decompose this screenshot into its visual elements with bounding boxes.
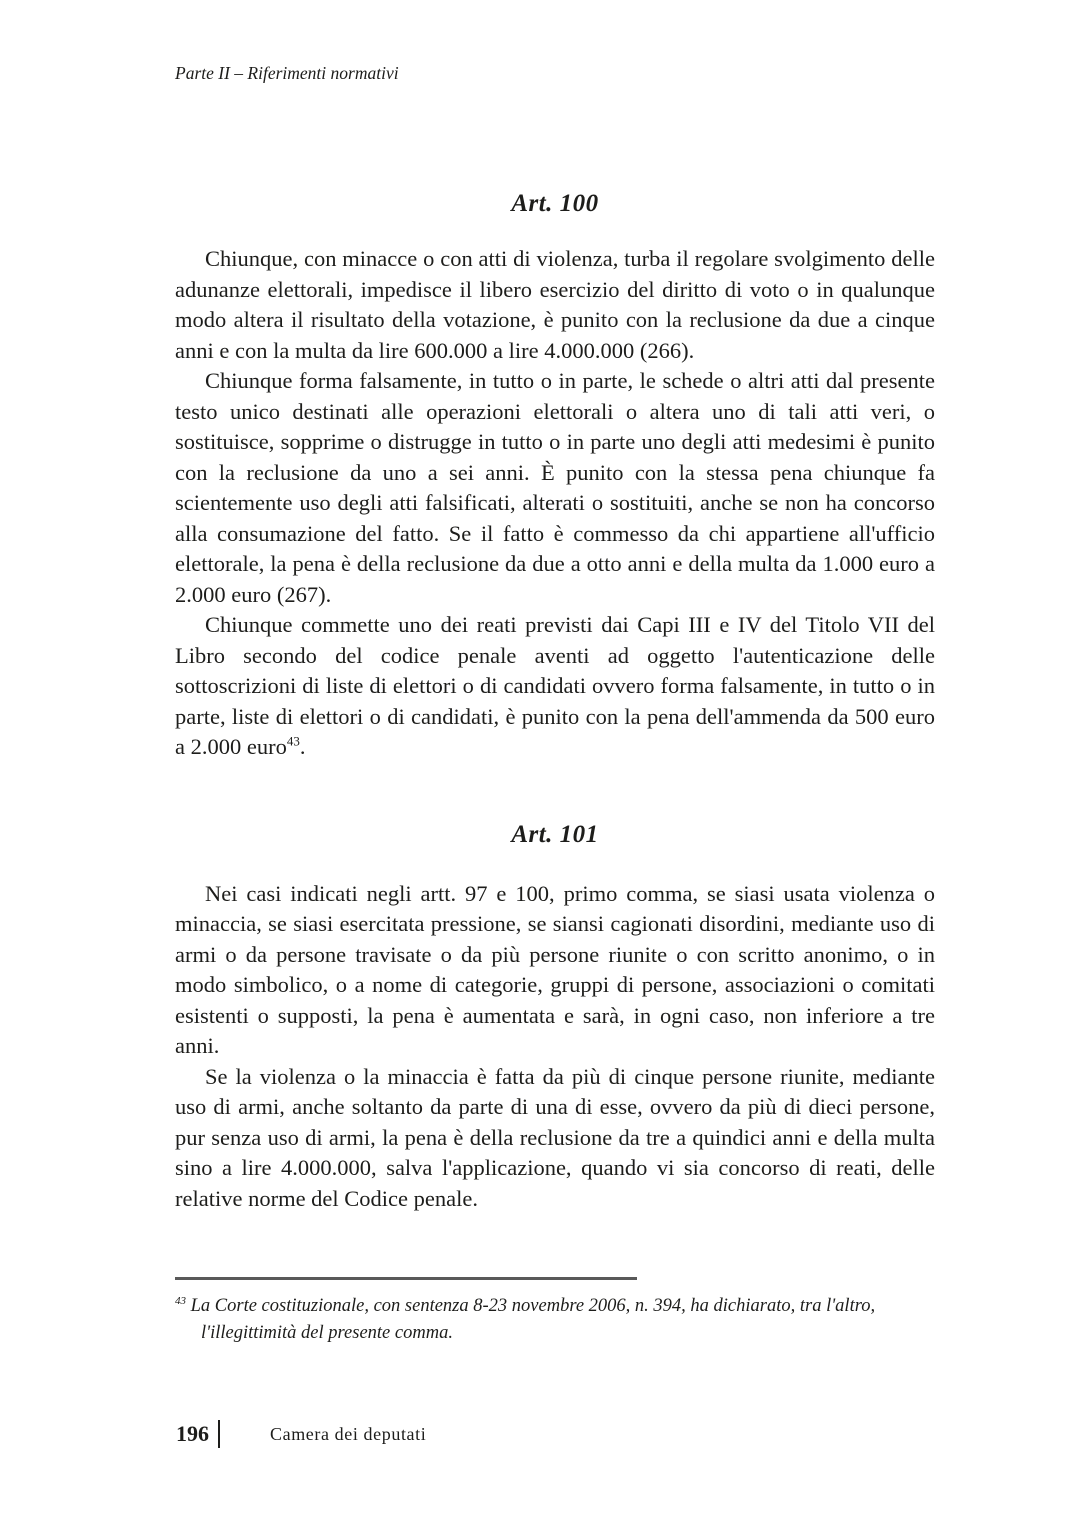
page-number: 196 bbox=[176, 1421, 209, 1446]
article-100-paragraph-1: Chiunque, con minacce o con atti di violenza, turba il regolare svolgimento delle adunanze elettorali, impedisce il libero esercizio del diritto di voto o in qualunque modo altera il risultato della votazione, è punito con la reclusione da due a cinque anni e con la multa da lire 600.000 a lire 4.000.000 (266). bbox=[175, 246, 935, 363]
footnote bbox=[175, 1277, 940, 1347]
footnote-number: 43 bbox=[175, 1294, 186, 1307]
footnote-separator-rule bbox=[175, 1277, 637, 1280]
publisher-name: Camera dei deputati bbox=[270, 1423, 427, 1444]
footnote-text-block bbox=[175, 1293, 940, 1347]
article-100-paragraph-3 bbox=[175, 610, 935, 763]
page-footer bbox=[176, 1420, 426, 1448]
text-column bbox=[175, 0, 935, 1214]
footer-divider-bar bbox=[218, 1420, 220, 1448]
footnote-text: La Corte costituzionale, con sentenza 8-23 novembre 2006, n. 394, ha dichiarato, tra l'altro, l'illegittimità del presente comma. bbox=[190, 1296, 876, 1343]
article-101-paragraph-2: Se la violenza o la minaccia è fatta da più di cinque persone riunite, mediante uso di armi, anche soltanto da parte di una di esse, ovvero da più di dieci persone, pur senza uso di armi, la pena è della reclusione da tre a quindici anni e della multa sino a lire 4.000.000, salva l'applicazione, quando vi sia concorso di reati, delle relative norme del Codice penale. bbox=[175, 1063, 935, 1211]
article-100-paragraph-2: Chiunque forma falsamente, in tutto o in parte, le schede o altri atti dal presente testo unico destinati alle operazioni elettorali o altera uno di tali atti veri, o sostituisce, sopprime o distrugge in tutto o in parte uno degli atti medesimi è punito con la reclusione da uno a sei anni. È punito con la stessa pena chiunque fa scientemente uso degli atti falsificati, alterati o sostituiti, anche se non ha concorso alla consumazione del fatto. Se il fatto è commesso da chi appartiene all'ufficio elettorale, la pena è della reclusione da due a otto anni e della multa da 1.000 euro a 2.000 euro (267). bbox=[175, 368, 935, 607]
article-100 bbox=[175, 188, 935, 763]
running-header: Parte II – Riferimenti normativi bbox=[175, 63, 399, 83]
footnote-reference-marker: 43 bbox=[286, 733, 300, 749]
article-100-title: Art. 100 bbox=[511, 190, 599, 217]
article-101 bbox=[175, 819, 935, 1215]
article-100-paragraph-3-period: . bbox=[299, 734, 306, 759]
article-100-paragraph-3-text: Chiunque commette uno dei reati previsti dai Capi III e IV del Titolo VII del Libro secondo del codice penale aventi ad oggetto l'autenticazione delle sottoscrizioni di liste di elettori o di candidati ovvero forma falsamente, in tutto o in parte, liste di elettori o di candidati, è punito con la pena dell'ammenda da 500 euro a 2.000 euro bbox=[175, 612, 935, 759]
article-101-paragraph-1: Nei casi indicati negli artt. 97 e 100, primo comma, se siasi usata violenza o minaccia, se siasi esercitata pressione, se siansi cagionati disordini, mediante uso di armi o da persone travisate o da più persone riunite o con scritto anonimo, o in modo simbolico, o a nome di categorie, gruppi di persone, associazioni o comitati esistenti o supposti, la pena è aumentata e sarà, in ogni caso, non inferiore a tre anni. bbox=[175, 880, 935, 1058]
article-101-title: Art. 101 bbox=[511, 820, 599, 848]
